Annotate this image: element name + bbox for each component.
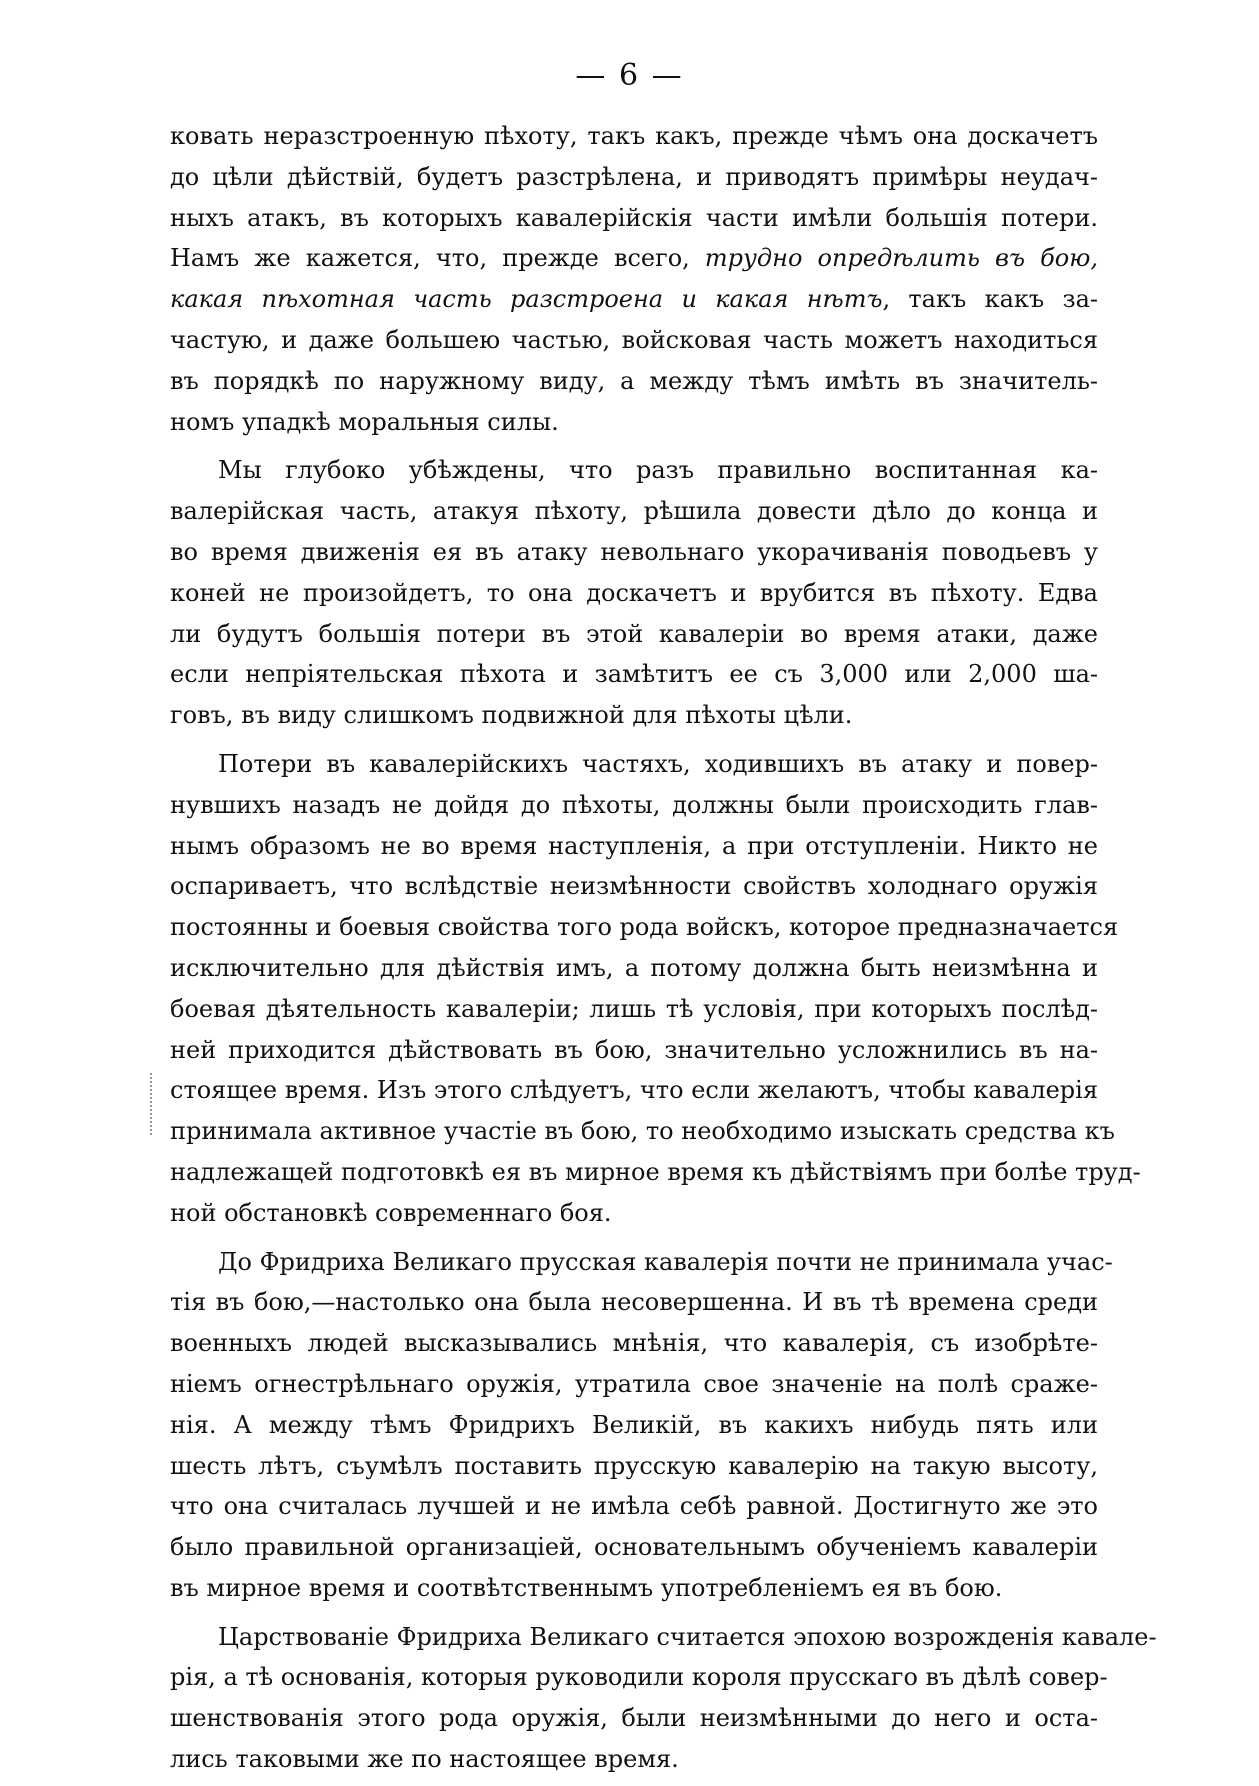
margin-mark: [150, 1073, 153, 1135]
text-line: было правильной организаціей, основательнымъ обученіемъ кавалеріи: [170, 1533, 1098, 1562]
text-line: ной обстановкѣ современнаго боя.: [170, 1198, 612, 1227]
italic-segment: какая пѣхотная часть разстроена и какая нѣтъ: [170, 285, 883, 314]
text-line: до цѣли дѣйствій, будетъ разстрѣлена, и приводятъ примѣры неудач-: [170, 162, 1098, 191]
text-line: постоянны и боевыя свойства того рода войскъ, которое предназначается: [170, 913, 1119, 942]
text-line: Мы глубоко убѣждены, что разъ правильно воспитанная ка-: [218, 456, 1098, 485]
text-line: коней не произойдетъ, то она доскачетъ и врубится въ пѣхоту. Едва: [170, 578, 1098, 607]
text-line: частую, и даже большею частью, войсковая часть можетъ находиться: [170, 325, 1098, 354]
text-line: тія въ бою,—настолько она была несовершенна. И въ тѣ времена среди: [170, 1288, 1098, 1317]
paragraph-5: [170, 1617, 1157, 1780]
text-line: До Фридриха Великаго прусская кавалерія почти не принимала учас-: [218, 1247, 1113, 1276]
text-line: стоящее время. Изъ этого слѣдуетъ, что если желаютъ, чтобы кавалерія: [170, 1076, 1098, 1105]
paragraph-3: [170, 744, 1141, 1234]
text-line: нымъ образомъ не во время наступленія, а при отступленіи. Никто не: [170, 831, 1098, 860]
text-line: рія, а тѣ основанія, которыя руководили короля прусскаго въ дѣлѣ совер-: [170, 1663, 1108, 1692]
text-line: въ порядкѣ по наружному виду, а между тѣмъ имѣть въ значитель-: [170, 366, 1098, 395]
text-line: боевая дѣятельность кавалеріи; лишь тѣ условія, при которыхъ послѣд-: [170, 994, 1098, 1023]
text-line: [170, 279, 1098, 320]
text-line: Царствованіе Фридриха Великаго считается эпохою возрожденія кавале-: [218, 1622, 1157, 1651]
page-number: — 6 —: [575, 58, 684, 93]
paragraph-2: [170, 450, 1098, 736]
text-line: принимала активное участіе въ бою, то необходимо изыскать средства къ: [170, 1117, 1115, 1146]
text-line: ковать неразстроенную пѣхоту, такъ какъ, прежде чѣмъ она доскачетъ: [170, 122, 1098, 150]
text-line: ней приходится дѣйствовать въ бою, значительно усложнились въ на-: [170, 1035, 1098, 1064]
text-line: оспариваетъ, что вслѣдствіе неизмѣнности свойствъ холоднаго оружія: [170, 872, 1098, 901]
text-segment: , такъ какъ за-: [882, 285, 1098, 314]
text-line: лись таковыми же по настоящее время.: [170, 1745, 679, 1774]
text-line: ныхъ атакъ, въ которыхъ кавалерійскія части имѣли большія потери.: [170, 203, 1098, 232]
text-line: шенствованія этого рода оружія, были неизмѣнными до него и оста-: [170, 1704, 1098, 1733]
text-line: въ мирное время и соотвѣтственнымъ употребленіемъ ея въ бою.: [170, 1573, 1003, 1602]
text-line: военныхъ людей высказывались мнѣнія, что кавалерія, съ изобрѣте-: [170, 1329, 1098, 1358]
text-line: нувшихъ назадъ не дойдя до пѣхоты, должны были происходить глав-: [170, 790, 1098, 819]
text-line: если непріятельская пѣхота и замѣтитъ ее съ 3,000 или 2,000 ша-: [170, 660, 1098, 689]
text-line: шесть лѣтъ, съумѣлъ поставить прусскую кавалерію на такую высоту,: [170, 1451, 1098, 1480]
text-line: Потери въ кавалерійскихъ частяхъ, ходившихъ въ атаку и повер-: [218, 749, 1098, 778]
text-line: валерійская часть, атакуя пѣхоту, рѣшила довести дѣло до конца и: [170, 497, 1098, 526]
text-line: говъ, въ виду слишкомъ подвижной для пѣхоты цѣли.: [170, 701, 853, 730]
text-line: ли будутъ большія потери въ этой кавалеріи во время атаки, даже: [170, 619, 1098, 648]
paragraph-1: [170, 116, 1098, 442]
text-line: номъ упадкѣ моральныя силы.: [170, 407, 559, 436]
italic-segment: трудно опредѣлить въ бою,: [704, 244, 1098, 273]
text-line: исключительно для дѣйствія имъ, а потому должна быть неизмѣнна и: [170, 953, 1098, 982]
text-segment: Намъ же кажется, что, прежде всего,: [170, 244, 705, 273]
text-line: во время движенія ея въ атаку невольнаго укорачиванія поводьевъ у: [170, 537, 1098, 566]
text-line: ніемъ огнестрѣльнаго оружія, утратила свое значеніе на полѣ сраже-: [170, 1369, 1098, 1398]
text-line: нія. А между тѣмъ Фридрихъ Великій, въ какихъ нибудь пять или: [170, 1410, 1098, 1439]
text-line: что она считалась лучшей и не имѣла себѣ равной. Достигнуто же это: [170, 1492, 1098, 1521]
paragraph-4: [170, 1242, 1113, 1609]
text-line: надлежащей подготовкѣ ея въ мирное время къ дѣйствіямъ при болѣе труд-: [170, 1157, 1141, 1186]
body-text: [170, 116, 1157, 1780]
text-line: [170, 238, 1098, 279]
